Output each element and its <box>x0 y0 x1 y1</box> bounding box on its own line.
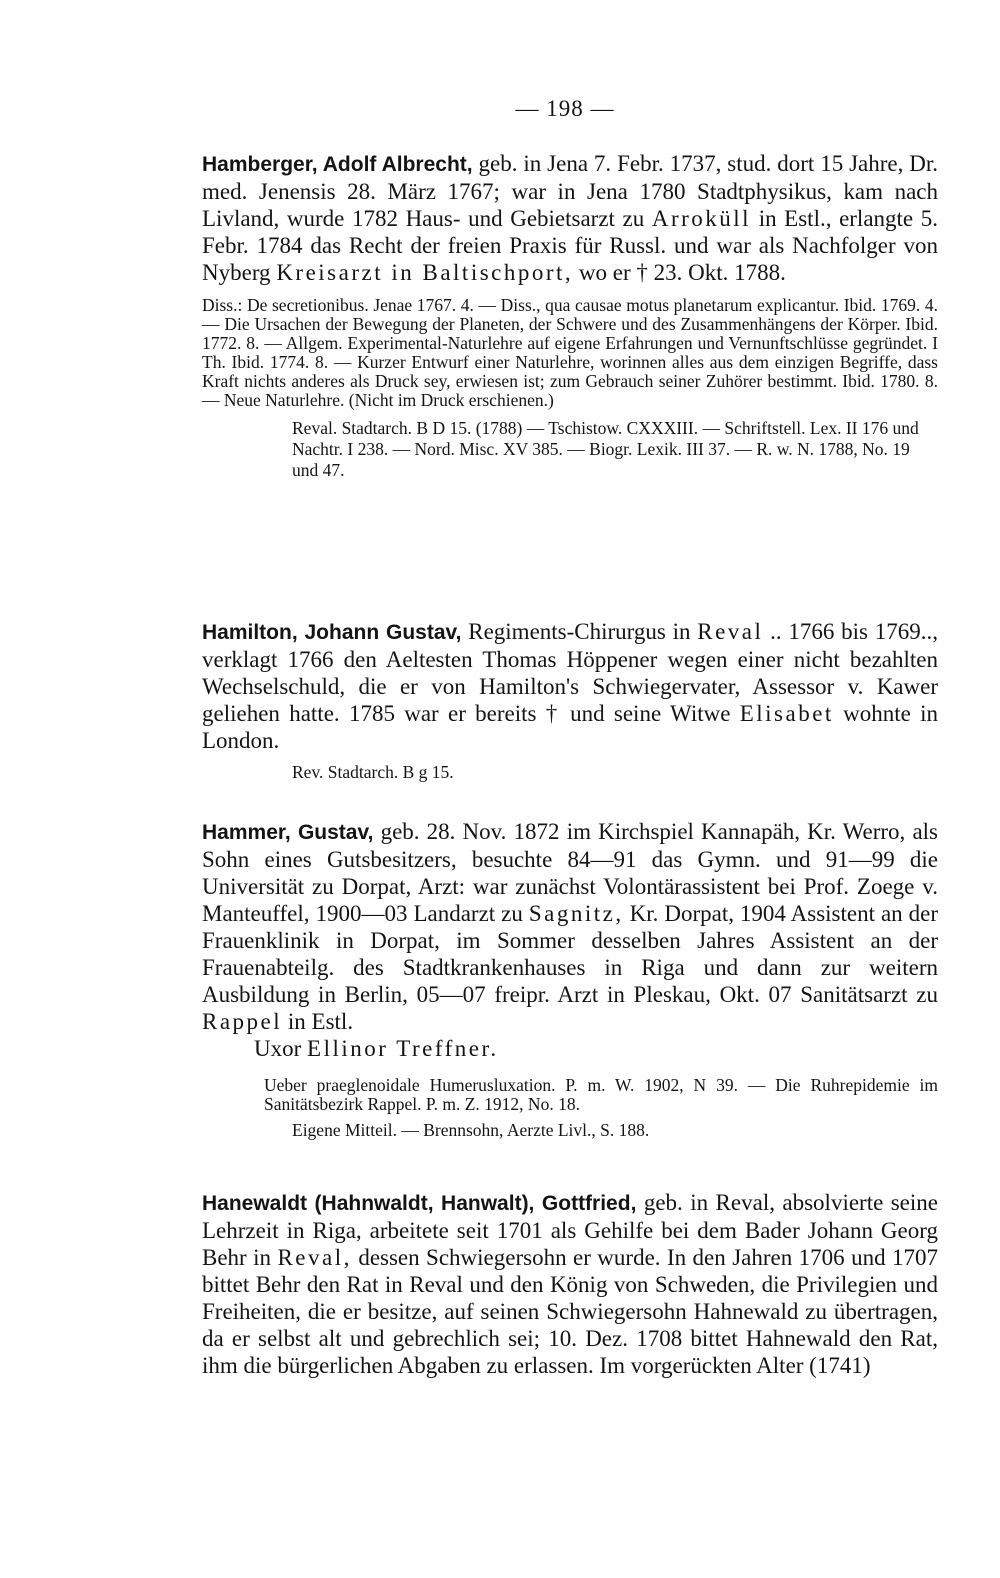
entry-hanewaldt <box>202 1189 938 1379</box>
place-name: Kreisarzt in Baltischport, <box>276 260 574 285</box>
entry-text: Kr. Dorpat, 1904 Assistent an der Frauenklinik in Dorpat, im Sommer desselben Jahres Assistent an der Frauenabteilg. des Stadtkrankenhauses in Riga und dann zur weitern Ausbildung in Berlin, 05—07 freipr. Arzt in Pleskau, Okt. 07 Sanitätsarzt zu <box>202 901 939 1007</box>
works-list: Ueber praeglenoidale Humerusluxation. P. m. W. 1902, N 39. — Die Ruhrepidemie im Sanitätsbezirk Rappel. P. m. Z. 1912, No. 18. <box>264 1075 938 1114</box>
entry-text: geb. in Reval, absolvierte seine Lehrzeit in Riga, arbeitete seit 1701 als Gehilfe bei dem Bader Johann Georg Behr in <box>202 1190 938 1270</box>
place-name: Rappel <box>202 1009 283 1034</box>
uxor-line <box>202 1035 938 1062</box>
sources-list: Rev. Stadtarch. B g 15. <box>292 762 454 782</box>
entry-hammer <box>202 818 938 1141</box>
entry-body <box>202 1189 938 1379</box>
entry-text: in Estl., erlangte 5. Febr. 1784 das Recht der freien Praxis für Russl. und war als Nachfolger von Nyberg <box>202 206 938 285</box>
entry-name: Hammer, Gustav, <box>202 821 374 844</box>
works-list: Diss.: De secretionibus. Jenae 1767. 4. — Diss., qua causae motus planetarum explicantur. Ibid. 1769. 4. — Die Ursachen der Bewegung der Planeten, der Schwere und des Zusammenhängens der Körper. Ibid. 1772. 8. — Allgem. Experimental-Naturlehre auf eigene Erfahrungen und Vernunftschlüsse gegründet. I Th. Ibid. 1774. 8. — Kurzer Entwurf einer Naturlehre, worinnen alles aus dem einzigen Begriffe, dass Kraft nichts anderes als Druck sey, erwiesen ist; zum Gebrauch seiner Zuhörer bestimmt. Ibid. 1780. 8. — Neue Naturlehre. (Nicht im Druck erschienen.) <box>202 295 938 410</box>
entry-name: Hamilton, Johann Gustav, <box>202 621 462 644</box>
entry-name: Hanewaldt (Hahnwaldt, Hanwalt), Gottfried, <box>202 1192 637 1215</box>
place-name: Arroküll <box>651 206 752 231</box>
entry-body <box>202 150 938 286</box>
entry-text: Regiments-Chirurgus in <box>468 619 691 644</box>
entry-name: Hamberger, Adolf Albrecht, <box>202 153 473 176</box>
entry-text: dessen Schwiegersohn er wurde. In den Jahren 1706 und 1707 bittet Behr den Rat in Reval und den König von Schweden, die Privilegien und Freiheiten, die er besitze, auf seinen Schwiegersohn Hahnewald zu übertragen, da er selbst alt und gebrechlich sei; 10. Dez. 1708 bittet Hahnewald den Rat, ihm die bürgerlichen Abgaben zu erlassen. Im vorgerückten Alter (1741) <box>202 1245 939 1378</box>
entry-hamilton <box>202 618 938 783</box>
entry-body <box>202 818 938 1035</box>
place-name: Reval, <box>277 1245 352 1270</box>
sources-list: Reval. Stadtarch. B D 15. (1788) — Tschistow. CXXXIII. — Schriftstell. Lex. II 176 und Nachtr. I 238. — Nord. Misc. XV 385. — Biogr. Lexik. III 37. — R. w. N. 1788, No. 19 und 47. <box>292 418 919 480</box>
sources-list: Eigene Mitteil. — Brennsohn, Aerzte Livl., S. 188. <box>292 1120 650 1140</box>
uxor-label: Uxor <box>254 1036 302 1061</box>
entry-text: wo er † 23. Okt. 1788. <box>578 260 786 285</box>
uxor-name: Ellinor Treffner. <box>307 1036 499 1061</box>
entry-text: in Estl. <box>287 1009 354 1034</box>
entry-body <box>202 618 938 754</box>
place-name: Sagnitz, <box>528 901 624 926</box>
entry-text: geb. in Jena 7. Febr. 1737, stud. dort 15 Jahre, Dr. med. Jenensis 28. März 1767; war in Jena 1780 Stadtphysikus, kam nach Livland, wurde 1782 Haus- und Gebietsarzt zu <box>202 151 939 231</box>
place-name: Reval <box>697 619 764 644</box>
entry-hamberger <box>202 150 938 481</box>
page-number: — 198 — <box>515 96 615 121</box>
entry-text: geb. 28. Nov. 1872 im Kirchspiel Kannapäh, Kr. Werro, als Sohn eines Gutsbesitzers, besuchte 84—91 das Gymn. und 91—99 die Universität zu Dorpat, Arzt: war zunächst Volontärassistent bei Prof. Zoege v. Manteuffel, 1900—03 Landarzt zu <box>202 819 938 926</box>
entry-text: .. 1766 bis 1769.., verklagt 1766 den Aeltesten Thomas Höppener wegen einer nicht bezahlten Wechselschuld, die er von Hamilton's Schwiegervater, Assessor v. Kawer geliehen hatte. 1785 war er bereits † und seine Witwe <box>202 619 938 726</box>
widow-name: Elisabet <box>739 701 834 726</box>
entry-text: wohnte in London. <box>202 701 939 753</box>
